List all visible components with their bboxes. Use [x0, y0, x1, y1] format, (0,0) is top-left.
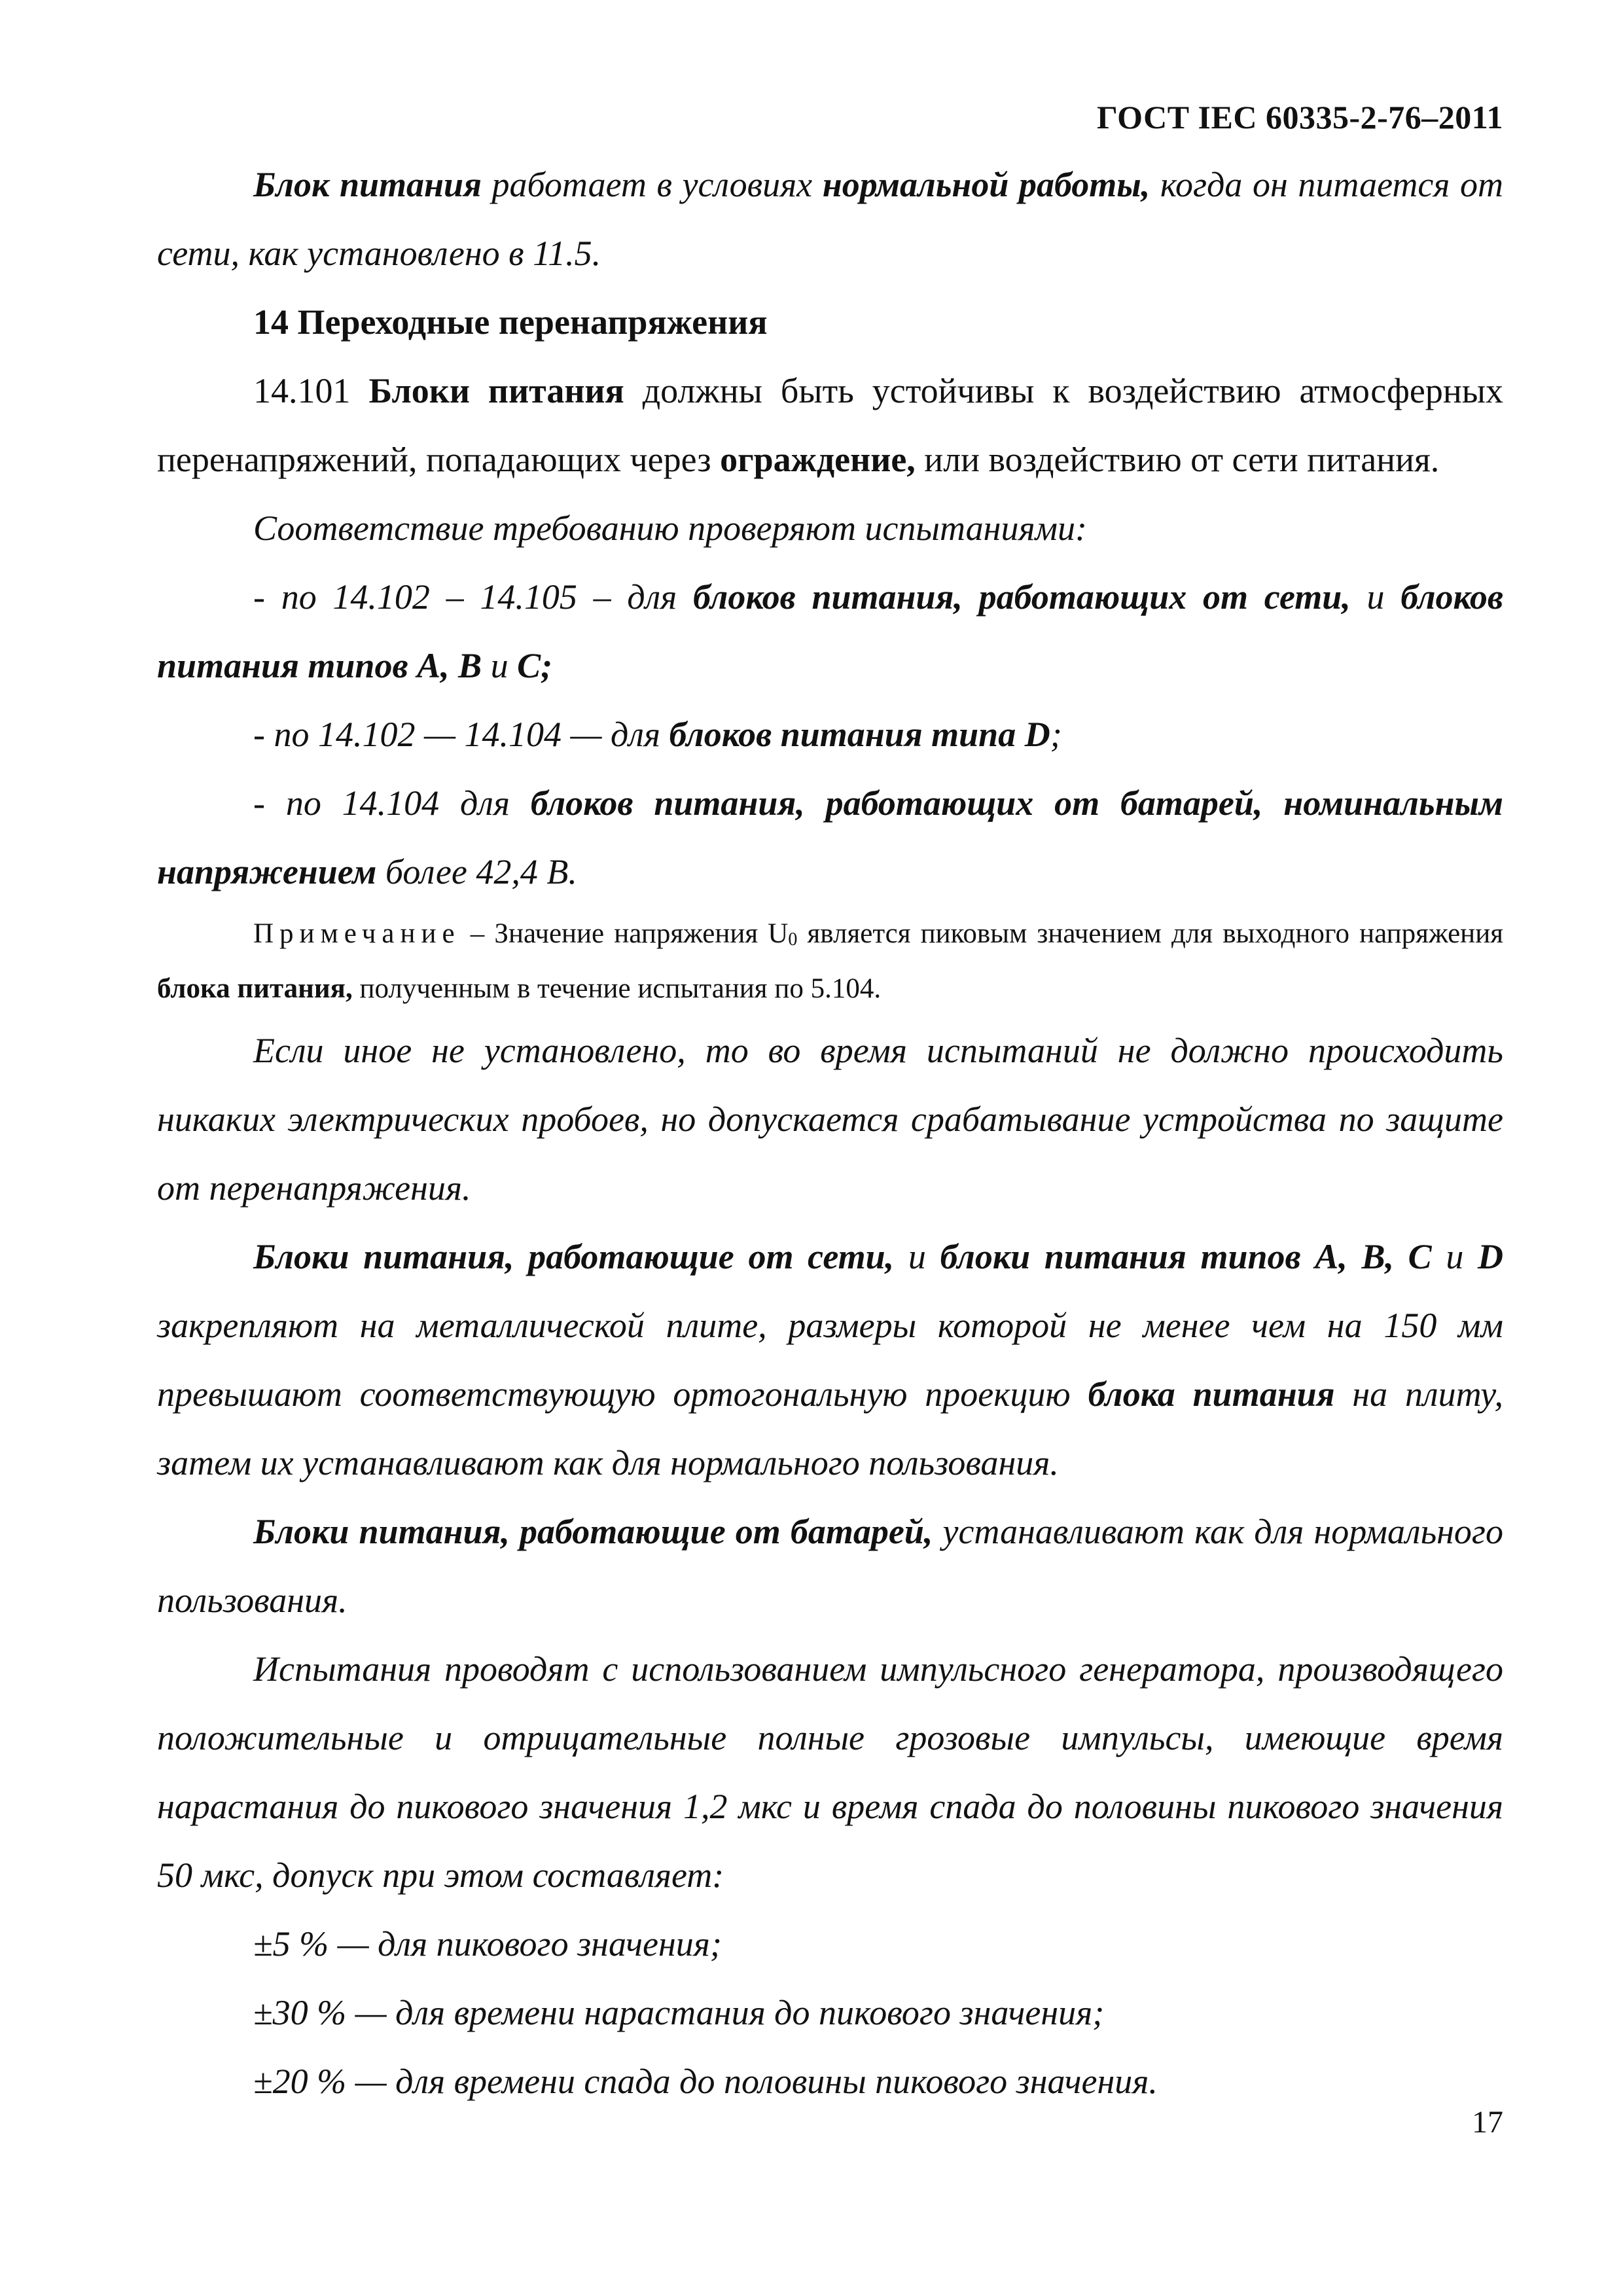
term-type-d: блоков питания типа D — [669, 715, 1050, 754]
text-fragment: должны быть устойчивы к воздействию атмосферных перенапряжений, попадающих через — [157, 371, 1503, 479]
term-power-supplies: Блоки питания — [368, 371, 624, 410]
term-mains-power-supplies: блоков питания, работающих от сети, — [693, 577, 1351, 617]
list-item-tests-mains — [157, 563, 1503, 700]
text-fragment: и — [482, 646, 518, 685]
document-designation: ГОСТ IEC 60335-2-76–2011 — [1097, 99, 1503, 135]
page-body — [157, 151, 1503, 2116]
text-fragment: закрепляют на металлической плите, размеры которой не менее чем на 150 мм превышают соответствующую ортогональную проекцию — [157, 1306, 1503, 1414]
paragraph-battery-mounting — [157, 1498, 1503, 1635]
term-power-supply-note: блока питания, — [157, 973, 353, 1004]
note-label: Примечание — [253, 918, 461, 949]
term-enclosure: ограждение, — [720, 440, 916, 479]
text-fragment: – Значение напряжения U — [460, 918, 789, 949]
text-fragment: и — [1431, 1237, 1478, 1276]
section-heading: 14 Переходные перенапряжения — [253, 302, 768, 342]
term-types-a-b: блоков питания типов А, В — [157, 577, 1503, 685]
paragraph-mounting-plate — [157, 1223, 1503, 1498]
list-item-tests-battery — [157, 769, 1503, 906]
text-fragment: ; — [1050, 715, 1062, 754]
paragraph-impulse-generator: Испытания проводят с использованием импульсного генератора, производящего положительные и отрицательные полные грозовые импульсы, имеющие время нарастания до пикового значения 1,2 мкс и время спада до половины пикового значения 50 мкс, допуск при этом составляет: — [157, 1649, 1503, 1895]
list-item-tests-type-d — [157, 700, 1503, 769]
tolerance-rise-time: ±30 % — для времени нарастания до пикового значения; — [253, 1993, 1105, 2032]
term-type-c: С; — [517, 646, 553, 685]
text-fragment: и — [894, 1237, 940, 1276]
term-normal-operation: нормальной работы, — [822, 165, 1150, 204]
tolerance-peak: ±5 % — для пикового значения; — [253, 1924, 722, 1964]
term-power-supply: блока питания — [1088, 1374, 1335, 1414]
text-fragment: - по 14.102 — 14.104 — для — [253, 715, 669, 754]
paragraph-power-supply-normal-operation — [157, 151, 1503, 288]
text-fragment: и — [1350, 577, 1401, 617]
note-block — [157, 906, 1503, 1016]
text-fragment: когда он питается от сети, как установлено в 11.5. — [157, 165, 1504, 273]
page-number: 17 — [1472, 2105, 1503, 2140]
text-fragment: - по 14.102 – 14.105 – для — [253, 577, 694, 617]
clause-number: 14.101 — [253, 371, 369, 410]
term-battery-power-supplies: блоков питания, работающих от батарей, номинальным напряжением — [157, 783, 1503, 891]
paragraph-14-101 — [157, 357, 1503, 494]
term-mains-power-supplies: Блоки питания, работающие от сети, — [253, 1237, 895, 1276]
text-fragment: на плиту, затем их устанавливают как для нормального пользования. — [157, 1374, 1503, 1482]
text-fragment: - по 14.104 для — [253, 783, 531, 823]
text-fragment: или воздействию от сети питания. — [915, 440, 1440, 479]
paragraph-no-breakdown: Если иное не установлено, то во время испытаний не должно происходить никаких электрических пробоев, но допускается срабатывание устройства по защите от перенапряжения. — [157, 1031, 1503, 1208]
term-power-supply: Блок питания — [253, 165, 482, 204]
paragraph-compliance-check: Соответствие требованию проверяют испытаниями: — [253, 509, 1087, 548]
text-fragment: является пиковым значением для выходного напряжения — [797, 918, 1503, 949]
term-types-a-b-c: блоки питания типов А, В, С — [940, 1237, 1432, 1276]
text-fragment: устанавливают как для нормального пользования. — [157, 1512, 1503, 1620]
text-fragment: работает в условиях — [481, 165, 823, 204]
term-type-d: D — [1478, 1237, 1504, 1276]
text-fragment: более 42,4 В. — [376, 852, 577, 891]
text-fragment: полученным в течение испытания по 5.104. — [352, 973, 882, 1004]
tolerance-decay-time: ±20 % — для времени спада до половины пикового значения. — [253, 2062, 1158, 2101]
subscript-zero: 0 — [788, 929, 798, 950]
term-battery-power-supplies: Блоки питания, работающие от батарей, — [253, 1512, 933, 1551]
